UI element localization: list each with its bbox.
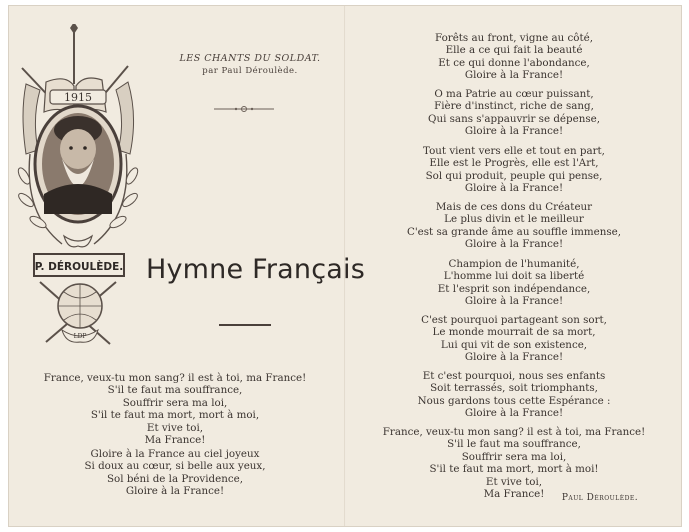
verse-line: S'il le faut ma souffrance,: [447, 438, 581, 451]
verse-line: Gloire à la France!: [464, 407, 564, 420]
song-title: Hymne Français: [146, 254, 365, 285]
verse-line: S'il te faut ma mort, mort à moi,: [90, 409, 260, 422]
nameplate-label: P. DÉROULÈDE.: [34, 261, 124, 273]
verse-line: Gloire à la France!: [464, 125, 564, 138]
verse-line: Forêts au front, vigne au côté,: [435, 32, 593, 44]
verse-line: Tout vient vers elle et tout en part,: [423, 145, 605, 157]
verse-line: Et l'esprit son indépendance,: [437, 282, 591, 295]
verse-line: Si doux au cœur, si belle aux yeux,: [84, 460, 266, 473]
verse-line: O ma Patrie au cœur puissant,: [434, 88, 594, 100]
verse-line: Et vive toi,: [485, 475, 543, 488]
right-stanza-5: [356, 258, 672, 308]
verse-line: Gloire à la France!: [125, 485, 225, 498]
verse-line: Nous gardons tous cette Espérance :: [417, 394, 611, 407]
verse-line: Elle est le Progrès, elle est l'Art,: [429, 157, 599, 170]
verse-line: Elle a ce qui fait la beauté: [445, 44, 583, 57]
verse-line: Gloire à la France!: [464, 69, 564, 82]
right-stanza-6: [356, 314, 672, 364]
verse-line: France, veux-tu mon sang? il est à toi, ma France!: [43, 372, 307, 384]
author-signature: Paul Déroulède.: [561, 493, 639, 503]
verse-line: Souffrir sera ma loi,: [461, 450, 567, 463]
verse-line: Mais de ces dons du Créateur: [435, 201, 593, 213]
verse-line: Sol béni de la Providence,: [107, 472, 243, 485]
verse-line: Gloire à la France au ciel joyeux: [90, 448, 260, 460]
verse-line: Sol qui produit, peuple qui pense,: [425, 169, 603, 182]
verse-line: Et ce qui donne l'abondance,: [438, 56, 590, 69]
verse-line: C'est pourquoi partageant son sort,: [421, 314, 607, 326]
verse-line: S'il te faut ma mort, mort à moi!: [429, 463, 599, 476]
right-stanza-1: [356, 32, 672, 82]
title-underline: [219, 324, 271, 326]
collection-title: LES CHANTS DU SOLDAT.: [179, 53, 321, 64]
portrait-emblem: [10, 24, 156, 364]
right-stanza-3: [356, 145, 672, 195]
verse-line: Soit terrassés, soit triomphants,: [430, 382, 598, 395]
verse-line: Et vive toi,: [146, 421, 204, 434]
left-stanza-1: [20, 372, 330, 446]
right-stanza-7: [356, 370, 672, 420]
verse-line: Et c'est pourquoi, nous ses enfants: [422, 370, 606, 382]
verse-line: Gloire à la France!: [464, 295, 564, 308]
monogram-label: LDP: [73, 333, 87, 340]
year-label: 1915: [64, 91, 92, 104]
verse-line: Fière d'instinct, riche de sang,: [434, 100, 594, 113]
verse-line: Le plus divin et le meilleur: [444, 213, 584, 226]
author-line: par Paul Déroulède.: [202, 66, 298, 76]
divider-ornament: [212, 104, 276, 114]
verse-line: S'il te faut ma souffrance,: [107, 384, 243, 397]
verse-line: Gloire à la France!: [464, 351, 564, 364]
verse-line: Souffrir sera ma loi,: [122, 396, 228, 409]
verse-line: Le monde mourrait de sa mort,: [432, 326, 596, 339]
verse-line: France, veux-tu mon sang? il est à toi, ma France!: [382, 426, 646, 438]
verse-line: C'est sa grande âme au souffle immense,: [406, 225, 622, 238]
verse-line: L'homme lui doit sa liberté: [443, 270, 585, 283]
verse-line: Ma France!: [144, 434, 206, 447]
verse-line: Champion de l'humanité,: [448, 258, 580, 270]
verse-line: Ma France!: [483, 488, 545, 501]
verse-line: Gloire à la France!: [464, 182, 564, 195]
verse-line: Qui sans s'appauvrir se dépense,: [428, 112, 600, 125]
right-stanza-2: [356, 88, 672, 138]
left-stanza-2: [20, 448, 330, 498]
verse-line: Gloire à la France!: [464, 238, 564, 251]
right-stanza-4: [356, 201, 672, 251]
right-stanza-8: [356, 426, 672, 500]
verse-line: Lui qui vit de son existence,: [440, 338, 588, 351]
